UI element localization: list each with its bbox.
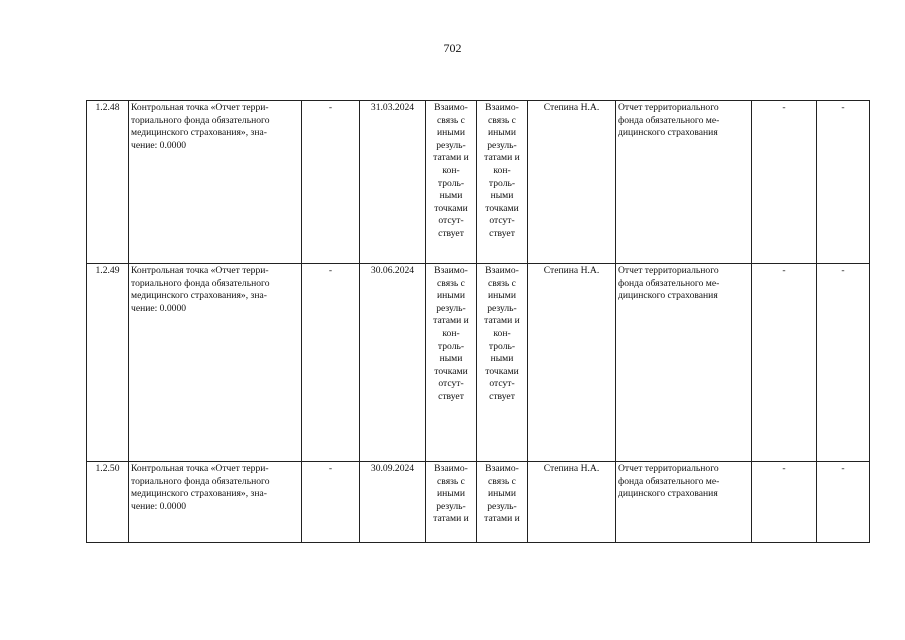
row-base-value: - bbox=[302, 101, 360, 264]
relation-line: иными bbox=[437, 488, 465, 500]
description-line: ториального фонда обязательного bbox=[131, 277, 270, 289]
row-date: 30.09.2024 bbox=[360, 462, 426, 543]
relation-line: связь с bbox=[437, 475, 465, 487]
row-relation-a bbox=[426, 462, 477, 543]
row-number: 1.2.49 bbox=[87, 264, 129, 462]
relation-line: троль- bbox=[437, 177, 465, 189]
relation-line: резуль- bbox=[436, 500, 466, 512]
relation-line: связь с bbox=[488, 277, 516, 289]
row-col10: - bbox=[817, 462, 870, 543]
relation-line: татами и bbox=[484, 513, 520, 525]
relation-line: троль- bbox=[488, 177, 516, 189]
relation-line: иными bbox=[437, 127, 465, 139]
row-col9: - bbox=[752, 264, 817, 462]
relation-line: ными bbox=[439, 353, 463, 365]
row-number: 1.2.48 bbox=[87, 101, 129, 264]
row-description bbox=[129, 264, 302, 462]
relation-line: татами и bbox=[484, 315, 520, 327]
page-number: 702 bbox=[443, 41, 462, 55]
relation-line: Взаимо- bbox=[434, 102, 468, 113]
relation-line: Взаимо- bbox=[434, 463, 468, 474]
row-relation-a bbox=[426, 101, 477, 264]
relation-line: отсут- bbox=[438, 378, 464, 390]
relation-line: отсут- bbox=[489, 215, 515, 227]
row-description bbox=[129, 101, 302, 264]
description-line: медицинского страхования», зна- bbox=[131, 488, 267, 500]
report-line: Отчет территориального bbox=[618, 102, 719, 113]
table-row bbox=[87, 101, 870, 264]
relation-line: отсут- bbox=[489, 378, 515, 390]
relation-line: резуль- bbox=[487, 139, 517, 151]
row-date: 31.03.2024 bbox=[360, 101, 426, 264]
relation-line: иными bbox=[488, 127, 516, 139]
row-base-value: - bbox=[302, 264, 360, 462]
description-line: чение: 0.0000 bbox=[131, 500, 187, 512]
relation-line: связь с bbox=[437, 277, 465, 289]
row-report bbox=[616, 462, 752, 543]
description-line: ториального фонда обязательного bbox=[131, 475, 270, 487]
relation-line: татами и bbox=[433, 315, 469, 327]
description-line: медицинского страхования», зна- bbox=[131, 127, 267, 139]
relation-line: татами и bbox=[433, 152, 469, 164]
row-relation-b bbox=[477, 264, 528, 462]
description-line: Контрольная точка «Отчет терри- bbox=[131, 102, 269, 113]
relation-line: Взаимо- bbox=[485, 102, 519, 113]
relation-line: ствует bbox=[438, 390, 464, 402]
description-line: ториального фонда обязательного bbox=[131, 114, 270, 126]
relation-line: иными bbox=[437, 290, 465, 302]
relation-line: ными bbox=[490, 353, 514, 365]
report-line: Отчет территориального bbox=[618, 463, 719, 474]
relation-line: троль- bbox=[488, 340, 516, 352]
report-line: фонда обязательного ме- bbox=[618, 114, 720, 126]
relation-line: резуль- bbox=[487, 302, 517, 314]
table-row bbox=[87, 462, 870, 543]
row-number: 1.2.50 bbox=[87, 462, 129, 543]
relation-line: кон- bbox=[442, 164, 460, 176]
control-points-table bbox=[86, 100, 870, 543]
relation-line: точками bbox=[485, 365, 519, 377]
description-line: чение: 0.0000 bbox=[131, 302, 187, 314]
relation-line: точками bbox=[485, 202, 519, 214]
relation-line: иными bbox=[488, 290, 516, 302]
relation-line: кон- bbox=[493, 327, 511, 339]
report-line: дицинского страхования bbox=[618, 488, 718, 500]
row-report bbox=[616, 101, 752, 264]
row-report bbox=[616, 264, 752, 462]
row-relation-b bbox=[477, 101, 528, 264]
report-line: фонда обязательного ме- bbox=[618, 277, 720, 289]
relation-line: Взаимо- bbox=[485, 265, 519, 276]
relation-line: кон- bbox=[493, 164, 511, 176]
relation-line: резуль- bbox=[487, 500, 517, 512]
row-responsible: Степина Н.А. bbox=[528, 462, 616, 543]
relation-line: точками bbox=[434, 202, 468, 214]
row-responsible: Степина Н.А. bbox=[528, 101, 616, 264]
description-line: чение: 0.0000 bbox=[131, 139, 187, 151]
description-line: Контрольная точка «Отчет терри- bbox=[131, 265, 269, 276]
relation-line: точками bbox=[434, 365, 468, 377]
row-responsible: Степина Н.А. bbox=[528, 264, 616, 462]
relation-line: ными bbox=[490, 190, 514, 202]
table-row bbox=[87, 264, 870, 462]
report-line: фонда обязательного ме- bbox=[618, 475, 720, 487]
relation-line: иными bbox=[488, 488, 516, 500]
report-line: Отчет территориального bbox=[618, 265, 719, 276]
relation-line: резуль- bbox=[436, 139, 466, 151]
relation-line: резуль- bbox=[436, 302, 466, 314]
relation-line: связь с bbox=[437, 114, 465, 126]
row-col10: - bbox=[817, 101, 870, 264]
relation-line: отсут- bbox=[438, 215, 464, 227]
row-relation-a bbox=[426, 264, 477, 462]
row-base-value: - bbox=[302, 462, 360, 543]
description-line: Контрольная точка «Отчет терри- bbox=[131, 463, 269, 474]
description-line: медицинского страхования», зна- bbox=[131, 290, 267, 302]
relation-line: троль- bbox=[437, 340, 465, 352]
relation-line: связь с bbox=[488, 114, 516, 126]
row-col9: - bbox=[752, 101, 817, 264]
relation-line: татами и bbox=[484, 152, 520, 164]
relation-line: татами и bbox=[433, 513, 469, 525]
row-date: 30.06.2024 bbox=[360, 264, 426, 462]
report-line: дицинского страхования bbox=[618, 290, 718, 302]
relation-line: ствует bbox=[489, 390, 515, 402]
relation-line: Взаимо- bbox=[485, 463, 519, 474]
relation-line: ствует bbox=[438, 227, 464, 239]
relation-line: Взаимо- bbox=[434, 265, 468, 276]
relation-line: ствует bbox=[489, 227, 515, 239]
report-line: дицинского страхования bbox=[618, 127, 718, 139]
row-description bbox=[129, 462, 302, 543]
relation-line: кон- bbox=[442, 327, 460, 339]
row-col10: - bbox=[817, 264, 870, 462]
row-relation-b bbox=[477, 462, 528, 543]
relation-line: ными bbox=[439, 190, 463, 202]
row-col9: - bbox=[752, 462, 817, 543]
relation-line: связь с bbox=[488, 475, 516, 487]
